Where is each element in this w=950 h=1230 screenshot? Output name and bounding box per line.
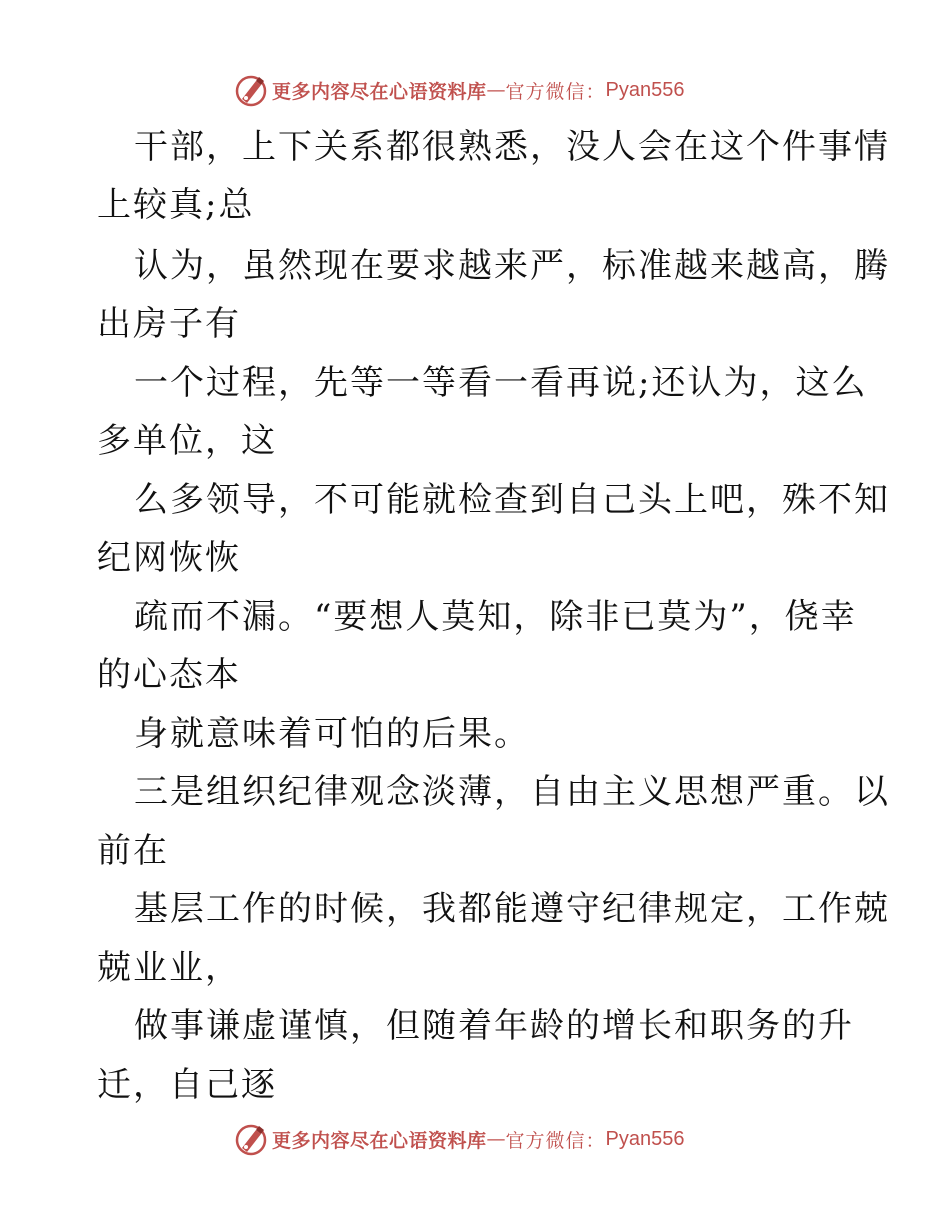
text-line: 出房子有 [97, 304, 241, 344]
text-line: 前在 [97, 831, 169, 871]
banner-dash: — [486, 79, 506, 101]
text-line: 基层工作的时候，我都能遵守纪律规定，工作兢 [134, 889, 890, 929]
text-line: 纪网恢恢 [97, 538, 241, 578]
text-line: 认为，虽然现在要求越来严，标准越来越高，腾 [134, 246, 890, 286]
pen-circle-logo-icon [234, 1122, 268, 1156]
text-line: 疏而不漏。“要想人莫知，除非已莫为”，侥幸 [134, 597, 857, 637]
text-line: 干部，上下关系都很熟悉，没人会在这个件事情 [134, 127, 890, 167]
text-line: 做事谦虚谨慎，但随着年龄的增长和职务的升 [134, 1006, 854, 1046]
text-line: 一个过程，先等一等看一看再说;还认为，这么 [134, 363, 868, 403]
banner-title: 更多内容尽在心语资料库 [272, 80, 487, 103]
text-line: 的心态本 [97, 655, 241, 695]
banner-wechat-id: Pyan556 [605, 78, 685, 101]
text-line: 上较真;总 [97, 185, 255, 225]
pen-circle-logo-icon [234, 73, 268, 107]
banner-title: 更多内容尽在心语资料库 [272, 1129, 487, 1152]
header-banner [234, 72, 754, 108]
banner-wechat-id: Pyan556 [605, 1127, 685, 1150]
banner-wechat-label: 官方微信： [505, 1129, 606, 1152]
text-line: 多单位，这 [97, 421, 277, 461]
text-line: 兢业业， [97, 948, 241, 988]
text-line: 三是组织纪律观念淡薄，自由主义思想严重。以 [134, 772, 890, 812]
text-line: 身就意味着可怕的后果。 [134, 714, 530, 754]
banner-dash: — [486, 1128, 506, 1150]
text-line: 么多领导，不可能就检查到自己头上吧，殊不知 [134, 480, 890, 520]
text-line: 迁，自己逐 [97, 1065, 277, 1105]
banner-wechat-label: 官方微信： [505, 80, 606, 103]
footer-banner [234, 1121, 754, 1157]
